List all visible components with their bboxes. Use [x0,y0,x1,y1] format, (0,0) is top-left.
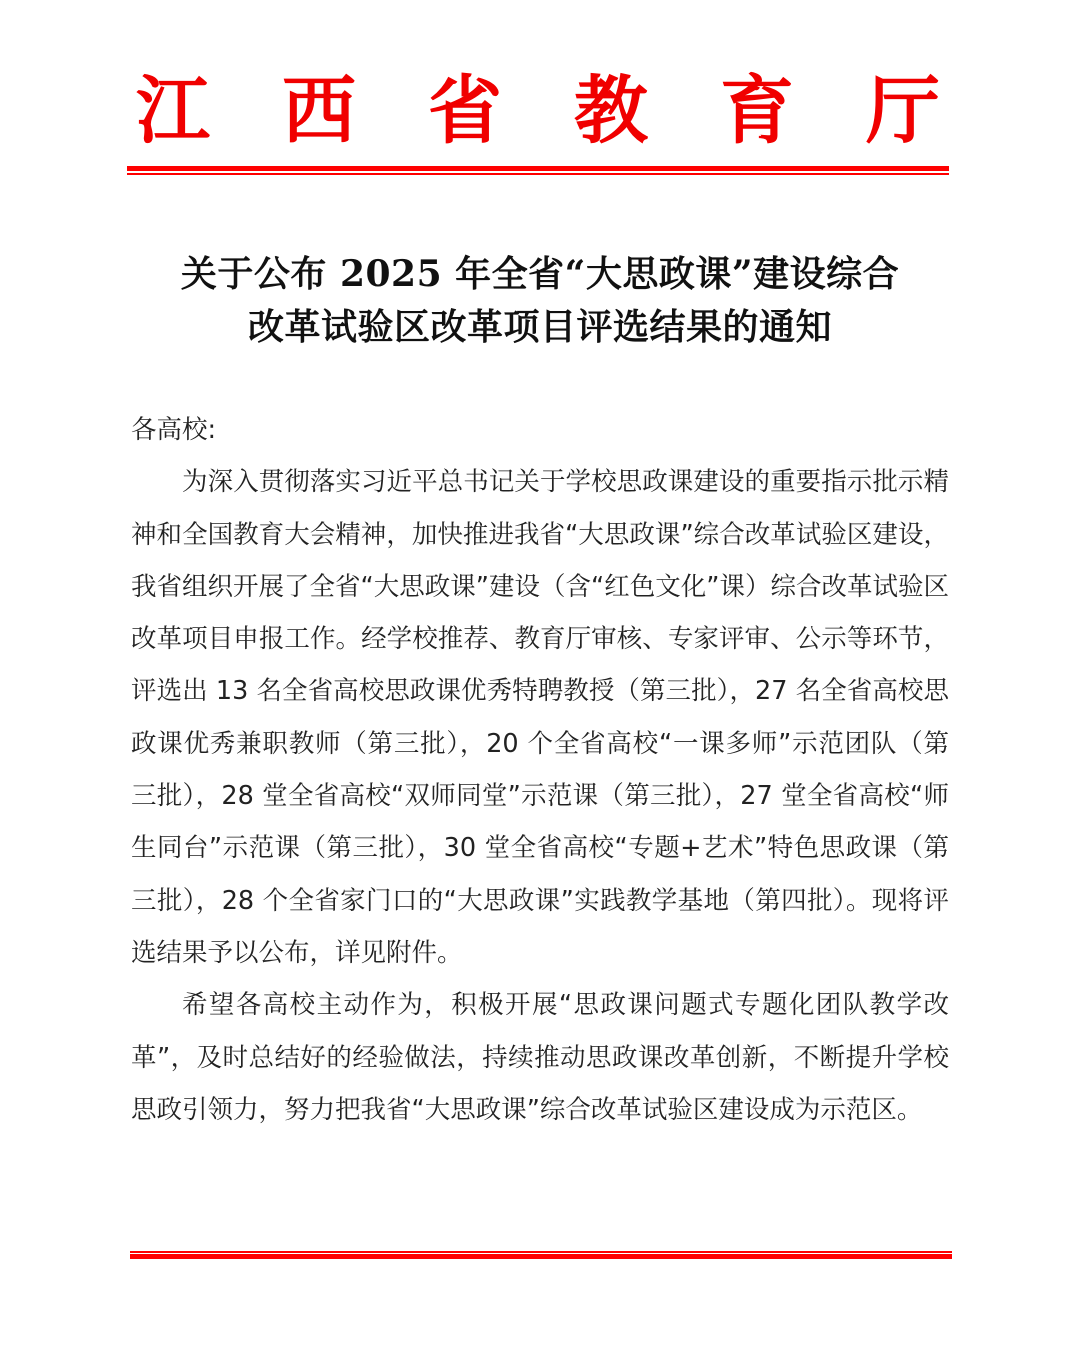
document-title [130,248,950,354]
masthead-org-name [128,66,948,156]
masthead-char: 教 [574,68,648,154]
masthead-char: 江 [136,68,210,154]
footer-divider-thick [130,1254,952,1259]
salutation: 各高校: [131,415,217,445]
masthead-char: 省 [428,68,502,154]
masthead-char: 西 [282,68,356,154]
footer-divider-thin [130,1251,952,1253]
header-divider-thick [127,166,949,171]
header-divider-thin [127,173,949,175]
body-paragraph: 为深入贯彻落实习近平总书记关于学校思政课建设的重要指示批示精神和全国教育大会精神，加快推进我省“大思政课”综合改革试验区建设，我省组织开展了全省“大思政课”建设（含“红色文化”课）综合改革试验区改革项目申报工作。经学校推荐、教育厅审核、专家评审、公示等环节，评选出 13 名全省高校思政课优秀特聘教授（第三批），27 名全省高校思政课优秀兼职教师（第三批），20 个全省高校“一课多师”示范团队（第三批），28 堂全省高校“双师同堂”示范课（第三批），27 堂全省高校“师生同台”示范课（第三批），30 堂全省高校“专题+艺术”特色思政课（第三批），28 个全省家门口的“大思政课”实践教学基地（第四批）。现将评选结果予以公布，详见附件。 [131,467,949,968]
title-line-2: 改革试验区改革项目评选结果的通知 [247,306,832,348]
masthead-char: 育 [720,68,794,154]
body-paragraph: 希望各高校主动作为，积极开展“思政课问题式专题化团队教学改革”，及时总结好的经验做法，持续推动思政课改革创新，不断提升学校思政引领力，努力把我省“大思政课”综合改革试验区建设成为示范区。 [131,990,949,1125]
masthead-char: 厅 [866,68,940,154]
title-line-1: 关于公布 2025 年全省“大思政课”建设综合 [180,253,900,295]
document-body [131,404,949,1136]
